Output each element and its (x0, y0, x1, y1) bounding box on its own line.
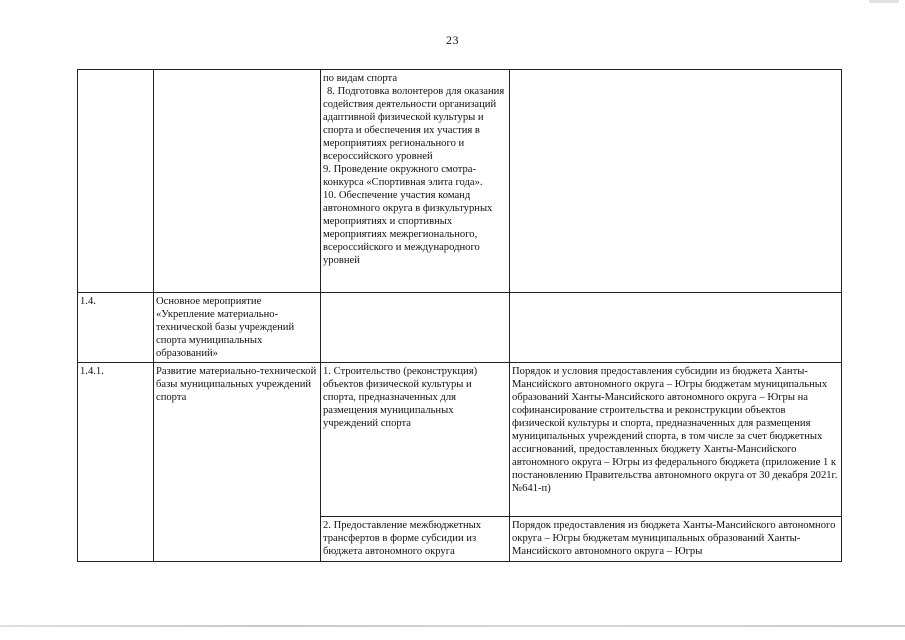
scan-edge-mark (869, 0, 899, 3)
task-item: 8. Подготовка волонтеров для оказания содействия деятельности организаций адаптивной физической культуры и спорта и обеспечения их участия в мероприятиях регионального и всероссийского уровней (323, 86, 505, 162)
table-row (78, 363, 842, 517)
cell-name (154, 70, 321, 293)
cell-documents: Порядок и условия предоставления субсидии из бюджета Ханты-Мансийского автономного округа – Югры бюджетам муниципальных образований Ханты-Мансийского автономного округа – Югры на софинансирование строительства и реконструкции объектов физической культуры и спорта, предназначенных для размещения муниципальных учреждений спорта, в том числе за счет бюджетных ассигнований, предоставленных бюджету Ханты-Мансийского автономного округа – Югры из федерального бюджета (приложение 1 к постановлению Правительства автономного округа от 30 декабря 2021г. №641-п) (510, 363, 842, 517)
cell-name: Развитие материально-технической базы муниципальных учреждений спорта (154, 363, 321, 562)
cell-documents (510, 293, 842, 363)
table-row (78, 70, 842, 293)
page-number: 23 (446, 33, 459, 47)
table-row (78, 293, 842, 363)
task-item: 1. Строительство (реконструкция) объектов физической культуры и спорта, предназначенных для размещения муниципальных учреждений спорта (323, 366, 478, 429)
task-item: 9. Проведение окружного смотра-конкурса «Спортивная элита года». (323, 164, 483, 188)
cell-tasks (321, 293, 510, 363)
cell-id: 1.4.1. (78, 363, 154, 562)
cell-id: 1.4. (78, 293, 154, 363)
task-item: 2. Предоставление межбюджетных трансфертов в форме субсидии из бюджета автономного округа (323, 520, 482, 557)
cell-documents: Порядок предоставления из бюджета Ханты-Мансийского автономного округа – Югры бюджетам муниципальных образований Ханты-Мансийского автономного округа – Югры (510, 517, 842, 562)
cell-name: Основное мероприятие «Укрепление материально-технической базы учреждений спорта муниципальных образований» (154, 293, 321, 363)
cell-documents (510, 70, 842, 293)
cell-tasks (321, 517, 510, 562)
measures-table (77, 69, 842, 562)
scan-edge-line (0, 625, 905, 627)
cell-tasks (321, 70, 510, 293)
cell-tasks (321, 363, 510, 517)
task-item: по видам спорта (323, 73, 398, 84)
cell-id (78, 70, 154, 293)
task-item: 10. Обеспечение участия команд автономного округа в физкультурных мероприятиях и спортивных мероприятиях межрегионального, всероссийского и международного уровней (323, 190, 493, 266)
